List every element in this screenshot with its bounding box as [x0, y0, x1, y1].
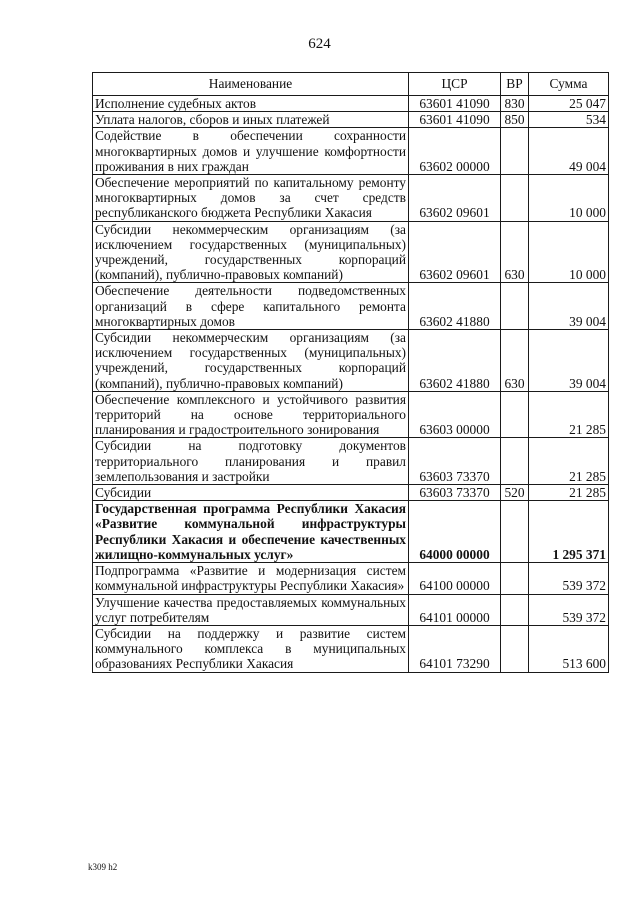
table-row	[93, 96, 609, 112]
row-csr-cell: 63603 00000	[409, 391, 501, 438]
table-row	[93, 283, 609, 330]
table-row	[93, 112, 609, 128]
row-csr-cell: 63603 73370	[409, 485, 501, 501]
row-vr-cell	[501, 283, 529, 330]
row-csr-cell: 64000 00000	[409, 501, 501, 563]
row-sum-cell: 513 600	[529, 625, 609, 672]
header-sum: Сумма	[529, 73, 609, 96]
row-name-cell: Субсидии некоммерческим организациям (за исключением государственных (муниципальных) учреждений, государственных корпораций (компаний), публично-правовых компаний)	[93, 330, 409, 392]
row-vr-cell: 830	[501, 96, 529, 112]
row-sum-cell: 539 372	[529, 563, 609, 594]
row-name-cell: Субсидии на подготовку документов территориального планирования и правил землепользования и застройки	[93, 438, 409, 485]
row-sum-cell: 21 285	[529, 391, 609, 438]
header-csr: ЦСР	[409, 73, 501, 96]
row-vr-cell	[501, 438, 529, 485]
row-csr-cell: 64100 00000	[409, 563, 501, 594]
row-vr-cell	[501, 391, 529, 438]
row-name-cell: Субсидии на поддержку и развитие систем коммунального комплекса в муниципальных образованиях Республики Хакасия	[93, 625, 409, 672]
row-name-cell: Государственная программа Республики Хакасия «Развитие коммунальной инфраструктуры Республики Хакасия и обеспечение качественных жилищно-коммунальных услуг»	[93, 501, 409, 563]
row-sum-cell: 539 372	[529, 594, 609, 625]
table-row	[93, 128, 609, 175]
row-csr-cell: 63602 09601	[409, 175, 501, 222]
row-name-cell: Субсидии	[93, 485, 409, 501]
row-csr-cell: 63602 09601	[409, 221, 501, 283]
row-csr-cell: 63602 00000	[409, 128, 501, 175]
table-row	[93, 438, 609, 485]
row-sum-cell: 39 004	[529, 330, 609, 392]
header-vr: ВР	[501, 73, 529, 96]
row-vr-cell: 850	[501, 112, 529, 128]
table-row	[93, 221, 609, 283]
table-row	[93, 563, 609, 594]
row-sum-cell: 21 285	[529, 438, 609, 485]
row-csr-cell: 63602 41880	[409, 330, 501, 392]
row-vr-cell: 630	[501, 221, 529, 283]
row-vr-cell	[501, 625, 529, 672]
row-sum-cell: 1 295 371	[529, 501, 609, 563]
row-vr-cell: 520	[501, 485, 529, 501]
table-row	[93, 625, 609, 672]
row-vr-cell	[501, 128, 529, 175]
row-name-cell: Обеспечение мероприятий по капитальному ремонту многоквартирных домов за счет средств республиканского бюджета Республики Хакасия	[93, 175, 409, 222]
row-csr-cell: 64101 73290	[409, 625, 501, 672]
row-sum-cell: 49 004	[529, 128, 609, 175]
page-number: 624	[308, 36, 331, 52]
table-row	[93, 391, 609, 438]
row-name-cell: Исполнение судебных актов	[93, 96, 409, 112]
row-sum-cell: 534	[529, 112, 609, 128]
table-row	[93, 485, 609, 501]
row-vr-cell	[501, 594, 529, 625]
row-name-cell: Обеспечение деятельности подведомственных организаций в сфере капитального ремонта многоквартирных домов	[93, 283, 409, 330]
table-header-row	[93, 73, 609, 96]
row-sum-cell: 21 285	[529, 485, 609, 501]
row-csr-cell: 63601 41090	[409, 96, 501, 112]
budget-table	[92, 72, 609, 673]
table-row	[93, 330, 609, 392]
table-row	[93, 501, 609, 563]
row-name-cell: Содействие в обеспечении сохранности многоквартирных домов и улучшение комфортности проживания в них граждан	[93, 128, 409, 175]
table-row	[93, 175, 609, 222]
row-sum-cell: 10 000	[529, 175, 609, 222]
row-vr-cell	[501, 501, 529, 563]
row-csr-cell: 63603 73370	[409, 438, 501, 485]
row-name-cell: Улучшение качества предоставляемых коммунальных услуг потребителям	[93, 594, 409, 625]
row-sum-cell: 10 000	[529, 221, 609, 283]
header-name: Наименование	[93, 73, 409, 96]
row-csr-cell: 63602 41880	[409, 283, 501, 330]
row-vr-cell: 630	[501, 330, 529, 392]
row-csr-cell: 64101 00000	[409, 594, 501, 625]
row-vr-cell	[501, 563, 529, 594]
footer-code: k309 h2	[88, 862, 118, 872]
row-name-cell: Подпрограмма «Развитие и модернизация систем коммунальной инфраструктуры Республики Хакасия»	[93, 563, 409, 594]
row-csr-cell: 63601 41090	[409, 112, 501, 128]
row-vr-cell	[501, 175, 529, 222]
row-name-cell: Субсидии некоммерческим организациям (за исключением государственных (муниципальных) учреждений, государственных корпораций (компаний), публично-правовых компаний)	[93, 221, 409, 283]
row-name-cell: Обеспечение комплексного и устойчивого развития территорий на основе территориального планирования и градостроительного зонирования	[93, 391, 409, 438]
row-sum-cell: 25 047	[529, 96, 609, 112]
table-row	[93, 594, 609, 625]
row-sum-cell: 39 004	[529, 283, 609, 330]
row-name-cell: Уплата налогов, сборов и иных платежей	[93, 112, 409, 128]
